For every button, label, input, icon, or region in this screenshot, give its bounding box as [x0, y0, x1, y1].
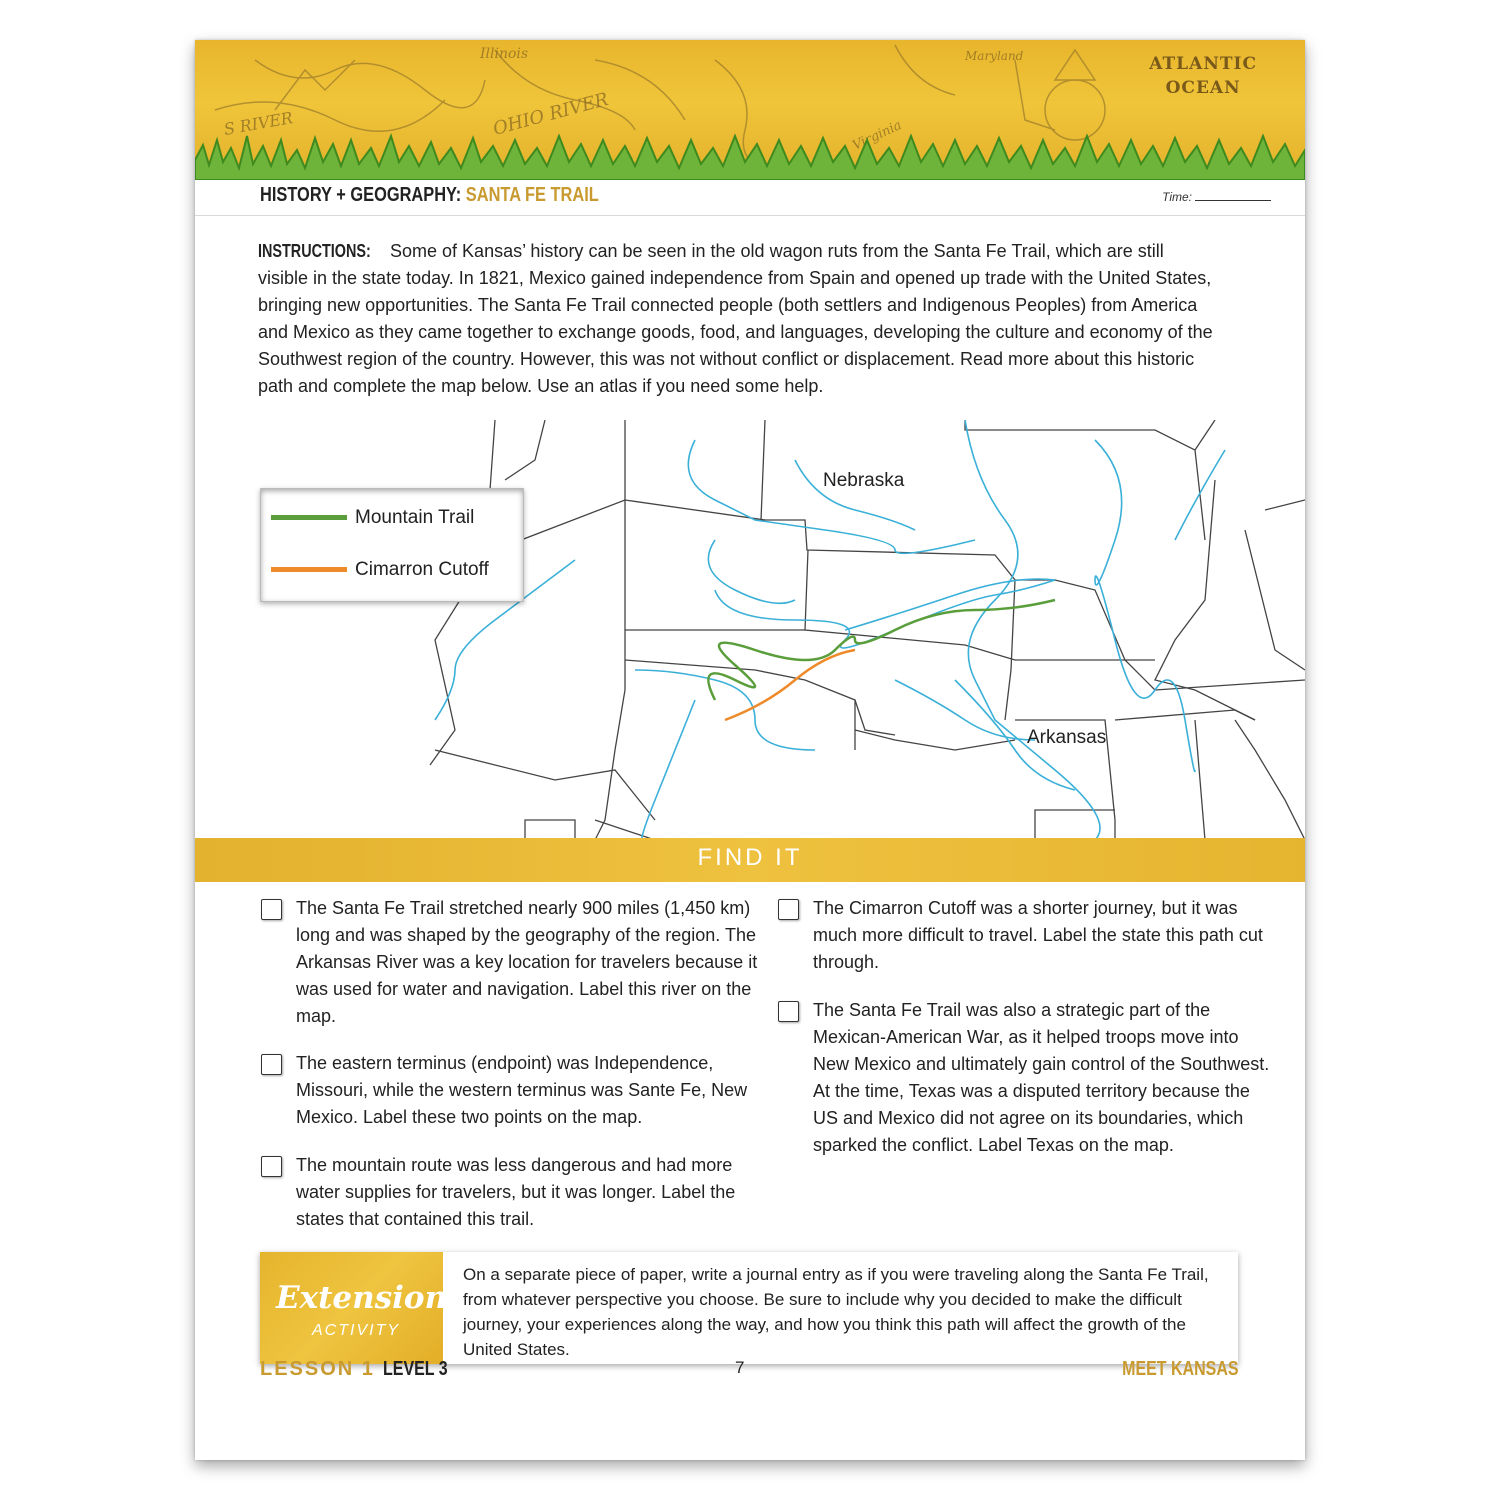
map-area	[195, 420, 1305, 840]
checkbox-mountain-route[interactable]	[261, 1156, 282, 1177]
mountain-trail-swatch	[271, 515, 347, 520]
atlantic-ocean-label: ATLANTIC OCEAN	[1149, 54, 1257, 98]
legend-item-cimarron-cutoff: Cimarron Cutoff	[271, 559, 489, 583]
title-bar	[195, 180, 1305, 216]
instructions-label: INSTRUCTIONS:	[258, 241, 371, 261]
checkbox-termini[interactable]	[261, 1054, 282, 1075]
task-mountain-route: The mountain route was less dangerous and had more water supplies for travelers, but it was longer. Label the states that contained this trail.	[296, 1155, 736, 1229]
find-it-header: FIND IT	[195, 838, 1305, 882]
checkbox-arkansas-river[interactable]	[261, 899, 282, 920]
extension-activity-badge: Extension ACTIVITY	[260, 1252, 443, 1364]
task-termini: The eastern terminus (endpoint) was Independence, Missouri, while the western terminus was Sante Fe, New Mexico. Label these two points on the map.	[296, 1053, 748, 1127]
task-cimarron-cutoff: The Cimarron Cutoff was a shorter journey, but it was much more difficult to travel. Label the state this path cut through.	[813, 898, 1263, 972]
map-legend	[260, 488, 524, 602]
unit-label: MEET KANSAS	[1122, 1358, 1239, 1380]
worksheet-page	[195, 40, 1305, 1460]
task-arkansas-river: The Santa Fe Trail stretched nearly 900 miles (1,450 km) long and was shaped by the geography of the region. The Arkansas River was a key location for travelers because it was used for water and navigation. Label this river on the map.	[296, 898, 758, 1026]
header-banner	[195, 40, 1305, 180]
svg-text:OHIO RIVER: OHIO RIVER	[490, 88, 611, 140]
level-label: LEVEL 3	[383, 1358, 448, 1380]
task-texas: The Santa Fe Trail was also a strategic part of the Mexican-American War, as it helped troops move into New Mexico and ultimately gain control of the Southwest. At the time, Texas was a disputed territory because the US and Mexico did not agree on its boundaries, which sparked the conflict. Label Texas on the map.	[813, 1000, 1270, 1155]
states-map	[195, 420, 1305, 840]
svg-text:Maryland: Maryland	[965, 49, 1024, 63]
vintage-map-illustration	[195, 40, 1305, 180]
instructions-paragraph	[258, 238, 1218, 400]
page-title: HISTORY + GEOGRAPHY: SANTA FE TRAIL	[260, 184, 599, 206]
mountain-trail-path	[708, 600, 1055, 700]
instructions-text: Some of Kansas’ history can be seen in the old wagon ruts from the Santa Fe Trail, which are still visible in the state today. In 1821, Mexico gained independence from Spain and opened up trade with the United States, bringing new opportunities. The Santa Fe Trail connected people (both settlers and Indigenous Peoples) from America and Mexico as they came together to exchange goods, food, and languages, developing the culture and economy of the Southwest region of the country. However, this was not without conflict or displacement. Read more about this historic path and complete the map below. Use an atlas if you need some help.	[258, 241, 1213, 396]
svg-text:Virginia: Virginia	[850, 117, 905, 154]
time-field[interactable]: Time:	[1162, 190, 1271, 204]
arkansas-label: Arkansas	[1027, 727, 1107, 748]
cimarron-cutoff-swatch	[271, 567, 347, 572]
nebraska-label: Nebraska	[823, 470, 905, 491]
svg-text:Illinois: Illinois	[480, 46, 529, 62]
lesson-label: LESSON 1	[260, 1358, 375, 1380]
extension-activity-text: On a separate piece of paper, write a journal entry as if you were traveling along the Santa Fe Trail, from whatever perspective you choose. Be sure to include why you decided to make the difficult journey, your experiences along the way, and how you think this path will affect the growth of the United States.	[463, 1265, 1209, 1359]
checkbox-texas[interactable]	[778, 1001, 799, 1022]
checkbox-cimarron-cutoff[interactable]	[778, 899, 799, 920]
page-number: 7	[735, 1358, 745, 1377]
legend-item-mountain-trail: Mountain Trail	[271, 507, 474, 531]
extension-activity-box	[260, 1252, 1238, 1364]
svg-text:S RIVER: S RIVER	[222, 108, 295, 139]
page-footer	[195, 1358, 1305, 1388]
